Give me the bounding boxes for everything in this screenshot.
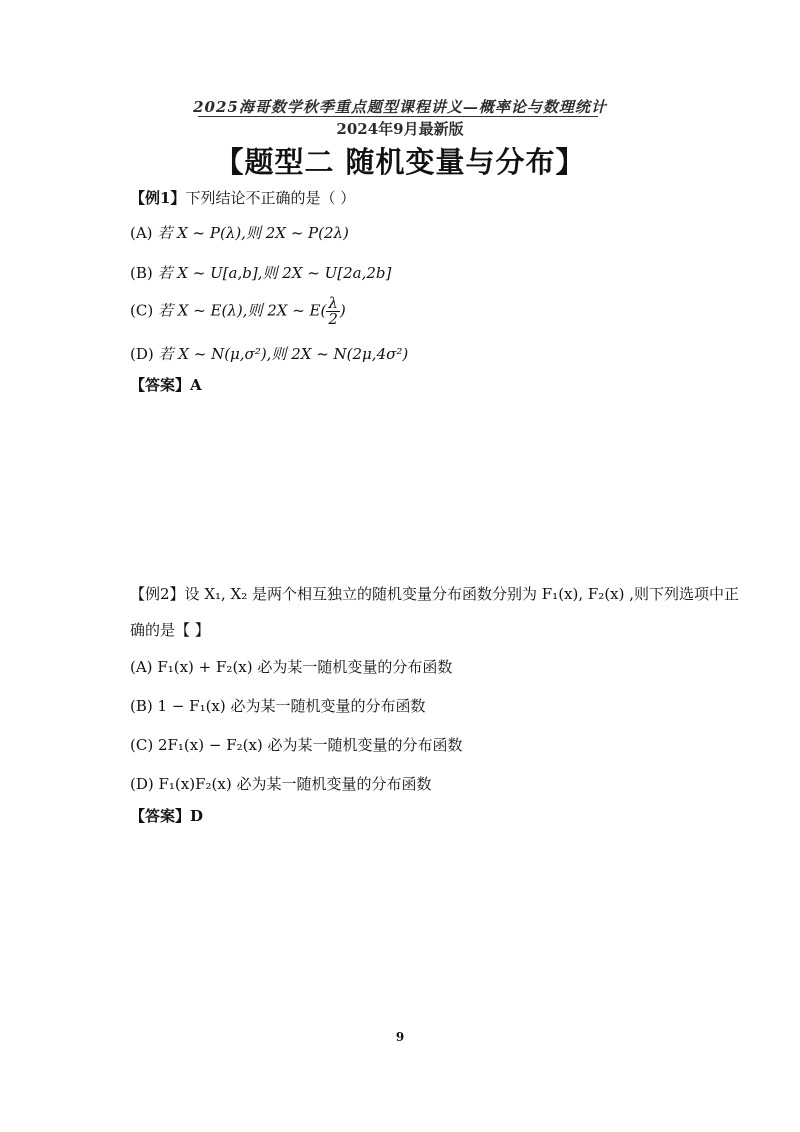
q1-option-c-label: (C): [130, 301, 154, 320]
q2-option-b-label: (B): [130, 697, 153, 715]
q2-option-c: [130, 734, 463, 755]
q2-option-a: [130, 656, 452, 677]
q2-answer-value: D: [190, 807, 204, 825]
q1-answer-tag: 【答案】: [130, 376, 191, 394]
q1-option-a-text: 若 X ~ P(λ),则 2X ~ P(2λ): [157, 224, 349, 242]
q2-option-c-text: 2F₁(x) − F₂(x) 必为某一随机变量的分布函数: [157, 736, 463, 754]
q1-stem: [130, 187, 355, 208]
q1-option-c-frac-num: λ: [326, 296, 340, 312]
q2-option-a-label: (A): [130, 658, 153, 676]
q1-option-c-fraction: [326, 296, 340, 327]
header-divider: [198, 116, 598, 117]
q1-option-c: [130, 296, 346, 327]
q2-option-a-text: F₁(x) + F₂(x) 必为某一随机变量的分布函数: [157, 658, 453, 676]
q1-option-a: [130, 222, 349, 243]
q1-option-d-label: (D): [130, 345, 154, 363]
q2-option-b: [130, 695, 426, 716]
q2-option-d-text: F₁(x)F₂(x) 必为某一随机变量的分布函数: [158, 775, 432, 793]
q1-option-c-pre: 若 X ~ E(λ),则 2X ~ E(: [157, 301, 327, 320]
q1-stem-text: 下列结论不正确的是（ ）: [185, 189, 356, 207]
q1-answer-value: A: [190, 376, 202, 394]
q2-answer-tag: 【答案】: [130, 807, 191, 825]
q2-stem: [130, 583, 739, 604]
q2-option-d: [130, 773, 431, 794]
q1-option-b-text: 若 X ~ U[a,b],则 2X ~ U[2a,2b]: [157, 264, 392, 282]
header-edition: 2024年9月最新版: [336, 120, 464, 138]
q1-option-b: [130, 262, 391, 283]
q1-option-d: [130, 343, 408, 364]
header-course-title: 2025海哥数学秋季重点题型课程讲义—概率论与数理统计: [193, 98, 607, 116]
q1-option-d-text: 若 X ~ N(μ,σ²),则 2X ~ N(2μ,4σ²): [158, 345, 409, 363]
q2-option-c-label: (C): [130, 736, 154, 754]
section-title: 【题型二 随机变量与分布】: [214, 145, 586, 179]
q1-option-c-post: ): [339, 301, 346, 320]
q2-tag: 【例2】: [130, 585, 185, 603]
q1-option-b-label: (B): [130, 264, 153, 282]
q1-tag: 【例1】: [130, 189, 186, 207]
q2-stem-continuation: 确的是【 】: [130, 621, 210, 639]
q2-answer: [130, 805, 203, 826]
q2-option-d-label: (D): [130, 775, 154, 793]
page-number: 9: [395, 1030, 405, 1044]
q2-option-b-text: 1 − F₁(x) 必为某一随机变量的分布函数: [157, 697, 426, 715]
q2-stem-text: 设 X₁, X₂ 是两个相互独立的随机变量分布函数分别为 F₁(x), F₂(x) ,则下列选项中正: [184, 585, 740, 603]
q1-option-a-label: (A): [130, 224, 153, 242]
q1-answer: [130, 374, 202, 395]
q1-option-c-frac-den: 2: [328, 310, 338, 328]
